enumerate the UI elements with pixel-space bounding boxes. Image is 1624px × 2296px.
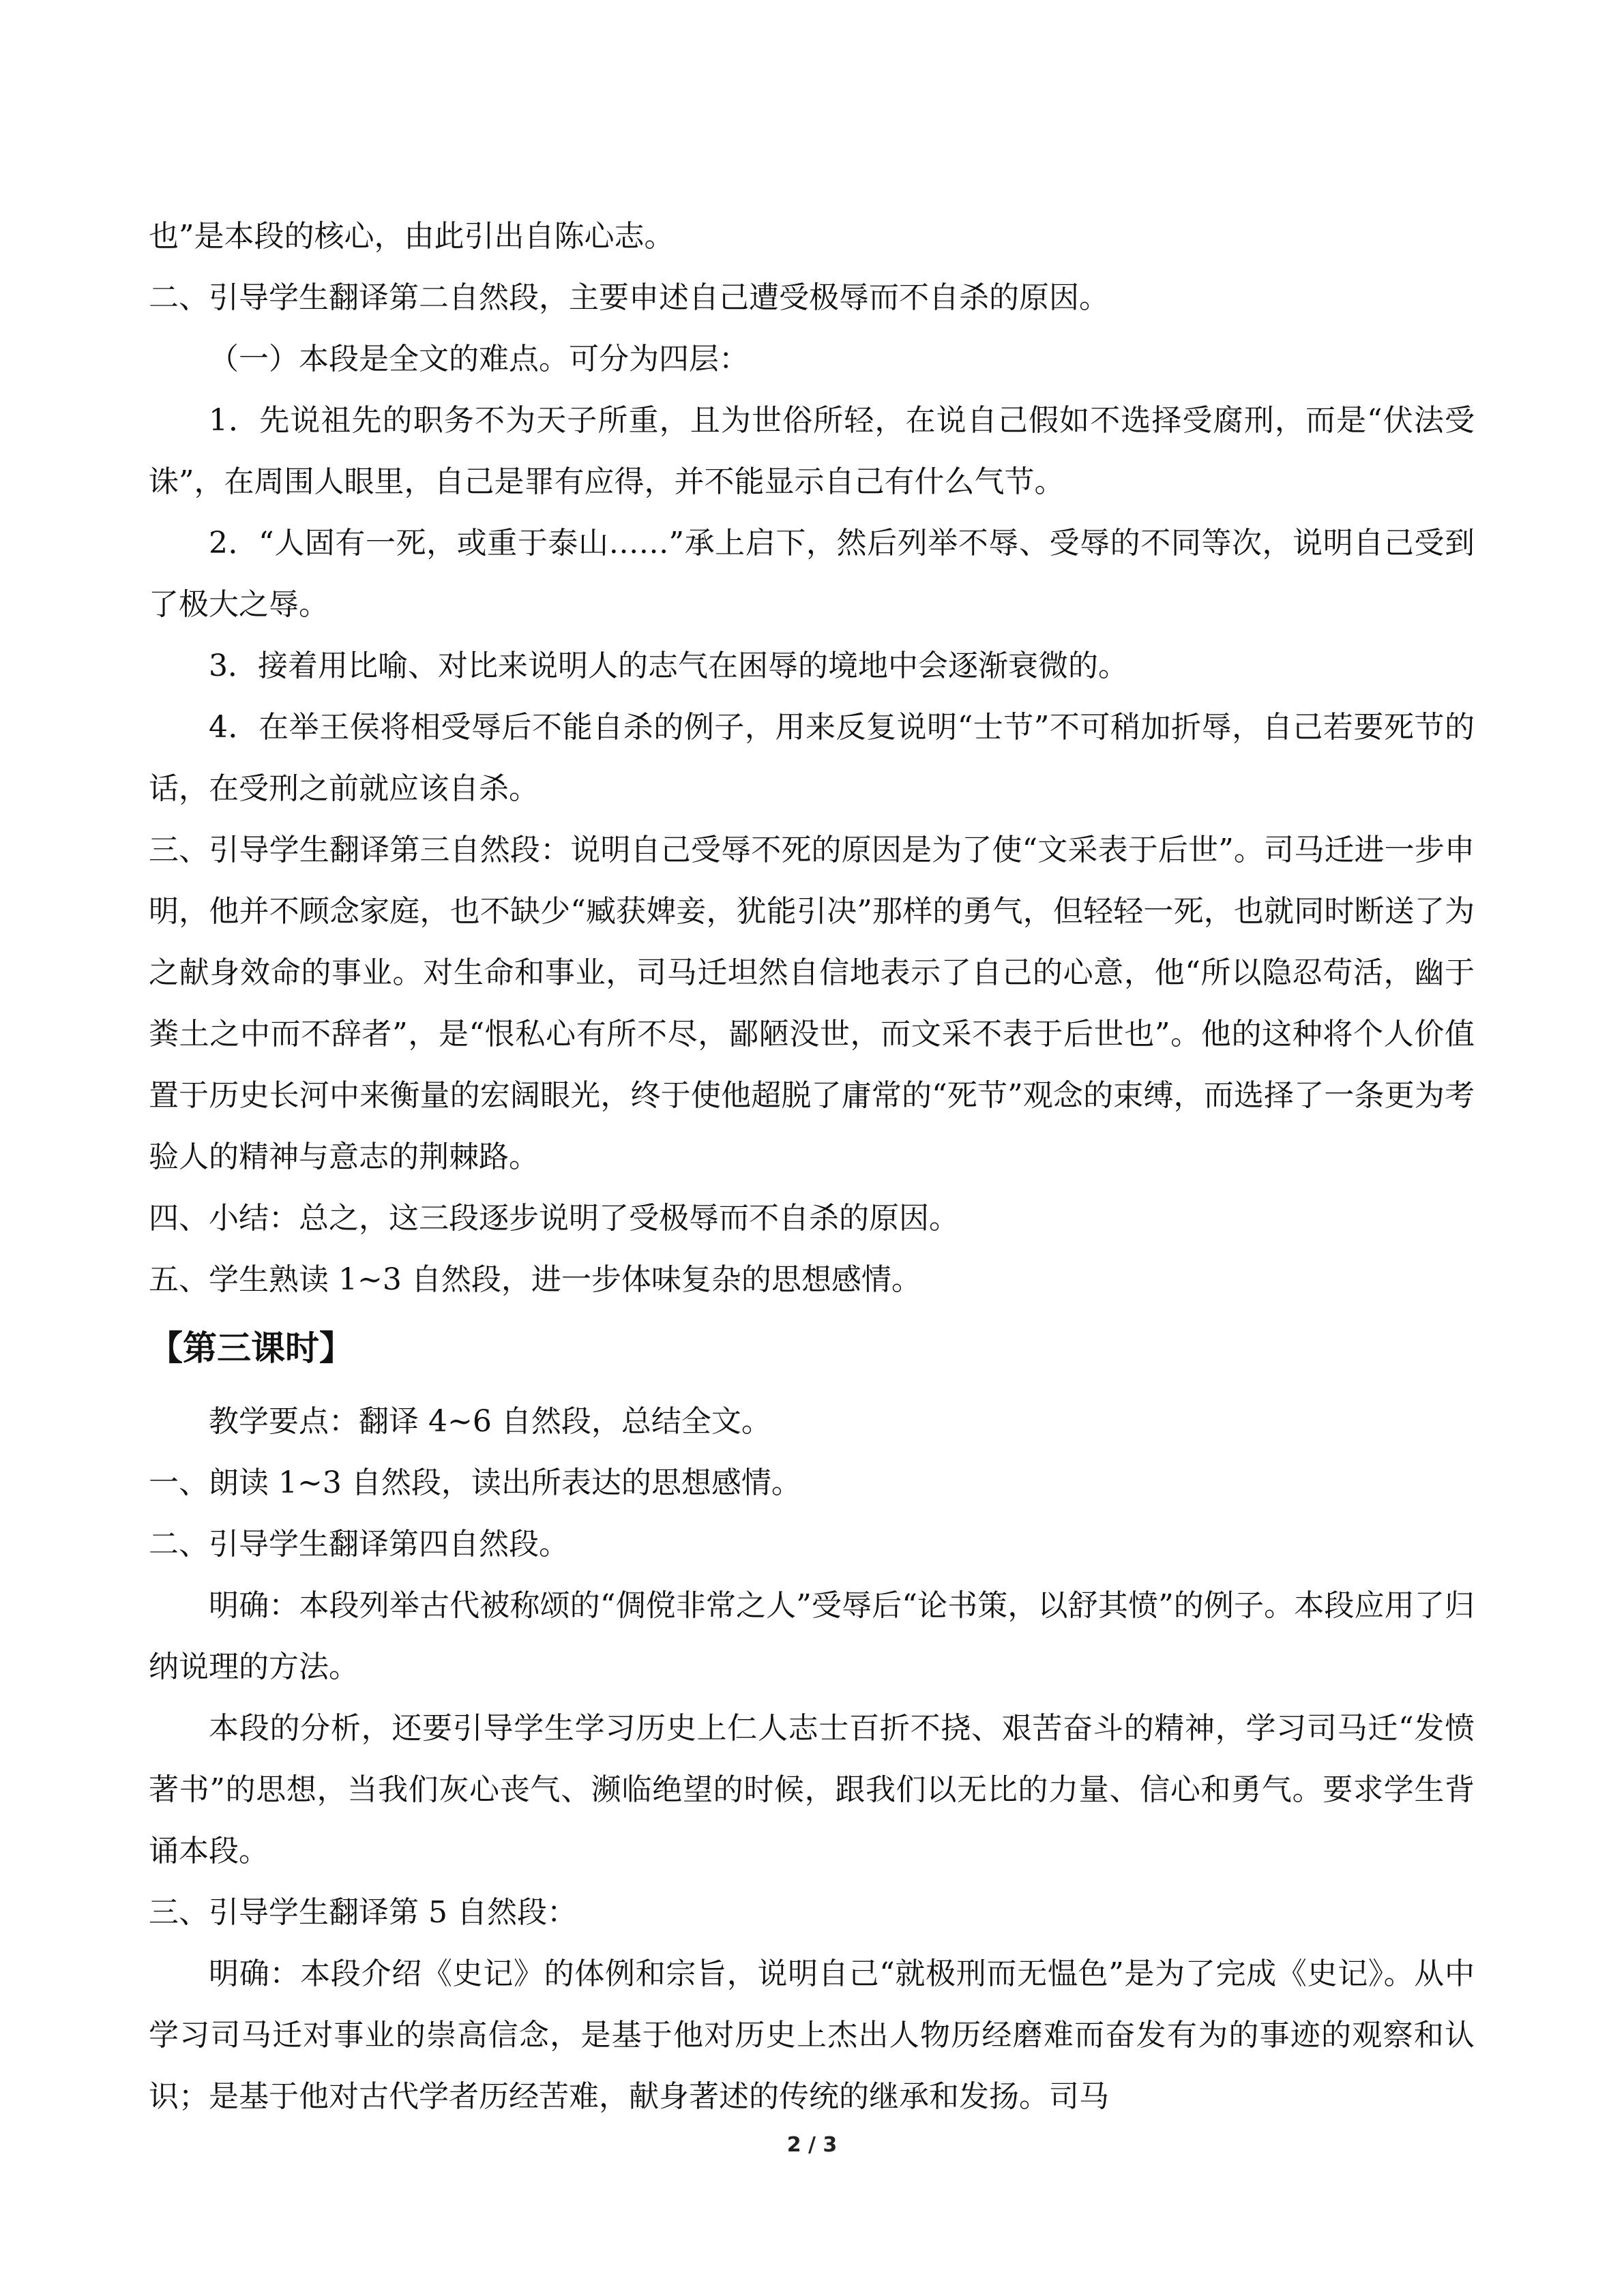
text-line: 3．接着用比喻、对比来说明人的志气在困辱的境地中会逐渐衰微的。 — [209, 648, 1128, 683]
text-line: 二、引导学生翻译第四自然段。 — [149, 1527, 569, 1562]
lesson-heading: 【第三课时】 — [149, 1328, 353, 1368]
paragraph — [149, 329, 1475, 390]
text-section-part1 — [149, 206, 1475, 1311]
text-line: 脱了庸常的“死节”观念的束缚，而选择了一条更为考验人的精神与意志的荆棘路。 — [149, 1078, 1475, 1174]
paragraph — [149, 513, 1475, 636]
text-line: 要死节的话，在受刑之前就应该自杀。 — [149, 710, 1475, 806]
page-number: 2 / 3 — [786, 2133, 838, 2157]
text-line: 4．在举王侯将相受辱后不能自杀的例子，用来反复说明“士节”不可稍加折辱，自己若 — [209, 710, 1354, 745]
text-line: 教学要点：翻译 4~6 自然段，总结全文。 — [209, 1404, 771, 1439]
text-line: 本段的分析，还要引导学生学习历史上仁人志士百折不挠、艰苦奋斗的精神，学习司马 — [209, 1711, 1368, 1746]
paragraph — [149, 1882, 1475, 1943]
text-line: 明确：本段列举古代被称颂的“倜傥非常之人”受辱后“论书策，以舒其愤”的例子。 — [209, 1588, 1295, 1623]
paragraph — [149, 1188, 1475, 1249]
paragraph — [149, 206, 1475, 267]
paragraph — [149, 1391, 1475, 1452]
text-line: 自己受到了极大之辱。 — [149, 526, 1475, 622]
text-section-part2 — [149, 1391, 1475, 2128]
text-line: 勇气。要求学生背诵本段。 — [149, 1772, 1475, 1868]
text-line: 明确：本段介绍《史记》的体例和宗旨，说明自己“就极刑而无愠色”是为了完成《史 — [209, 1956, 1338, 1991]
paragraph — [149, 1514, 1475, 1575]
text-line: 二、引导学生翻译第二自然段，主要申述自己遭受极辱而不自杀的原因。 — [149, 280, 1109, 315]
document-body — [149, 206, 1475, 2128]
text-line: 死，也就同时断送了为之献身效命的事业。对生命和事业，司马迁坦然自信地表示了自己的 — [149, 894, 1475, 990]
text-line: 一、朗读 1~3 自然段，读出所表达的思想感情。 — [149, 1465, 801, 1500]
paragraph — [149, 1249, 1475, 1311]
paragraph — [149, 1575, 1475, 1698]
paragraph — [149, 267, 1475, 329]
text-line: （一）本段是全文的难点。可分为四层： — [209, 342, 749, 376]
text-line: 五、学生熟读 1~3 自然段，进一步体味复杂的思想感情。 — [149, 1262, 921, 1297]
text-line: 本段应用了归纳说理的方法。 — [149, 1588, 1475, 1684]
text-line: 文采不表于后世也”。他的这种将个人价值置于历史长河中来衡量的宏阔眼光，终于使他超 — [149, 1017, 1475, 1113]
text-line: 的事迹的观察和认识；是基于他对古代学者历经苦难，献身著述的传统的继承和发扬。司马 — [149, 2018, 1475, 2114]
paragraph — [149, 636, 1475, 697]
text-line: 记》。从中学习司马迁对事业的崇高信念，是基于他对历史上杰出人物历经磨难而奋发有为 — [149, 1956, 1475, 2053]
text-line: 迁进一步申明，他并不顾念家庭，也不缺少“臧获婢妾，犹能引决”那样的勇气，但轻轻一 — [149, 833, 1475, 929]
text-line: 也”是本段的核心，由此引出自陈心志。 — [149, 219, 675, 254]
paragraph — [149, 1698, 1475, 1882]
text-line: 2．“人固有一死，或重于泰山……”承上启下，然后列举不辱、受辱的不同等次，说明 — [209, 526, 1354, 561]
text-line: 1．先说祖先的职务不为天子所重，且为世俗所轻，在说自己假如不选择受腐刑，而是 — [209, 403, 1368, 438]
paragraph — [149, 820, 1475, 1188]
paragraph — [149, 390, 1475, 513]
text-line: 四、小结：总之，这三段逐步说明了受极辱而不自杀的原因。 — [149, 1201, 959, 1236]
text-line: 迁“发愤著书”的思想，当我们灰心丧气、濒临绝望的时候，跟我们以无比的力量、信心和 — [149, 1711, 1475, 1807]
paragraph — [149, 1943, 1475, 2128]
text-line: 三、引导学生翻译第 5 自然段： — [149, 1895, 577, 1930]
paragraph — [149, 1452, 1475, 1514]
text-line: 三、引导学生翻译第三自然段：说明自己受辱不死的原因是为了使“文采表于后世”。司马 — [149, 833, 1325, 867]
text-line: 心意，他“所以隐忍苟活，幽于粪土之中而不辞者”，是“恨私心有所不尽，鄙陋没世，而 — [149, 955, 1475, 1052]
text-line: “伏法受诛”，在周围人眼里，自己是罪有应得，并不能显示自己有什么气节。 — [149, 403, 1475, 499]
paragraph — [149, 697, 1475, 820]
